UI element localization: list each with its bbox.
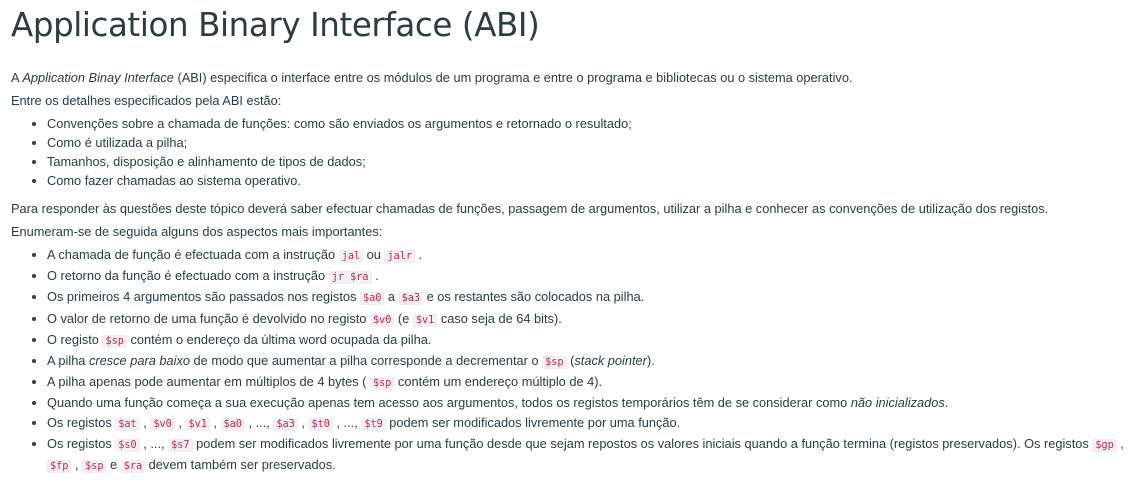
code-fp: $fp: [47, 460, 71, 473]
code-jal: jal: [339, 250, 363, 263]
code-ra: $ra: [121, 460, 145, 473]
list-item: • A pilha cresce para baixo de modo que aumentar a pilha corresponde a decrementar o $sp (stack pointer).: [47, 351, 1141, 372]
list-item: • Como fazer chamadas ao sistema operativo.: [47, 171, 1141, 190]
aspects-list: [11, 245, 1141, 476]
code-gp: $gp: [1092, 439, 1116, 452]
list-item: • O valor de retorno de uma função é devolvido no registo $v0 (e $v1 caso seja de 64 bits).: [47, 309, 1141, 330]
list-item: • A pilha apenas pode aumentar em múltiplos de 4 bytes ( $sp contém um endereço múltiplo de 4).: [47, 372, 1141, 393]
content: [11, 0, 1141, 476]
code-sp: $sp: [102, 335, 126, 348]
list-item: • Os primeiros 4 argumentos são passados nos registos $a0 a $a3 e os restantes são colocados na pilha.: [47, 287, 1141, 308]
code-a3: $a3: [273, 418, 297, 431]
code-s7: $s7: [168, 439, 192, 452]
list-item: • Convenções sobre a chamada de funções: como são enviados os argumentos e retornado o resultado;: [47, 114, 1141, 133]
list-item: • A chamada de função é efectuada com a instrução jal ou jalr .: [47, 245, 1141, 266]
list-item: • Os registos $s0 , ..., $s7 podem ser modificados livremente por uma função desde que sejam repostos os valores iniciais quando a função termina (registos preservados). Os registos $gp , $fp , $sp e $ra devem também ser preservados.: [47, 434, 1141, 476]
details-heading: Entre os detalhes especificados pela ABI estão:: [11, 93, 282, 108]
code-sp: $sp: [542, 356, 566, 369]
code-sp: $sp: [82, 460, 106, 473]
aspects-heading: Enumeram-se de seguida alguns dos aspectos mais importantes:: [11, 224, 383, 239]
code-jr-ra: jr $ra: [329, 271, 372, 284]
code-jalr: jalr: [384, 250, 415, 263]
list-item: • O registo $sp contém o endereço da última word ocupada da pilha.: [47, 330, 1141, 351]
list-item: • Como é utilizada a pilha;: [47, 133, 1141, 152]
code-s0: $s0: [115, 439, 139, 452]
code-a3: $a3: [399, 292, 423, 305]
page-title: Application Binary Interface (ABI): [11, 6, 540, 44]
list-item: • O retorno da função é efectuado com a instrução jr $ra .: [47, 266, 1141, 287]
list-item: • Os registos $at , $v0 , $v1 , $a0 , ..., $a3 , $t0 , ..., $t9 podem ser modificados livremente por uma função.: [47, 413, 1141, 434]
code-a0: $a0: [221, 418, 245, 431]
code-sp: $sp: [370, 377, 394, 390]
code-v1: $v1: [413, 314, 437, 327]
list-item: • Tamanhos, disposição e alinhamento de tipos de dados;: [47, 152, 1141, 171]
code-a0: $a0: [360, 292, 384, 305]
code-v1: $v1: [185, 418, 209, 431]
list-item: • Quando uma função começa a sua execução apenas tem acesso aos argumentos, todos os registos temporários têm de se considerar como não inicializados.: [47, 393, 1141, 412]
code-at: $at: [115, 418, 139, 431]
code-t9: $t9: [361, 418, 385, 431]
abi-details-list: [11, 114, 1141, 190]
intro-paragraph: A Application Binay Interface (ABI) especifica o interface entre os módulos de um programa e entre o programa e bibliotecas ou o sistema operativo.: [11, 70, 853, 85]
code-v0: $v0: [150, 418, 174, 431]
requirements-paragraph: Para responder às questões deste tópico deverá saber efectuar chamadas de funções, passagem de argumentos, utilizar a pilha e conhecer as convenções de utilização dos registos.: [11, 201, 1049, 216]
code-v0: $v0: [370, 314, 394, 327]
code-t0: $t0: [308, 418, 332, 431]
